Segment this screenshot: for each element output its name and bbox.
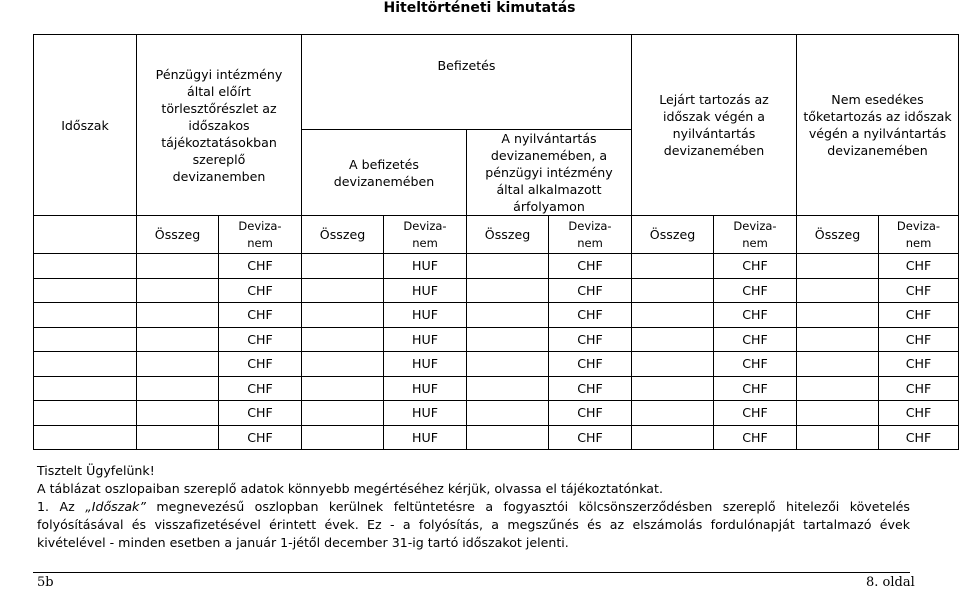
period-cell — [34, 401, 137, 426]
currency-cell: HUF — [384, 425, 467, 450]
amount-cell — [797, 401, 879, 426]
subheader-osszeg: Összeg — [467, 216, 549, 254]
currency-cell: HUF — [384, 376, 467, 401]
currency-cell: HUF — [384, 327, 467, 352]
currency-cell: CHF — [219, 327, 302, 352]
period-cell — [34, 352, 137, 377]
amount-cell — [797, 327, 879, 352]
subheader-osszeg: Összeg — [137, 216, 219, 254]
amount-cell — [137, 352, 219, 377]
currency-cell: HUF — [384, 278, 467, 303]
amount-cell — [137, 401, 219, 426]
header-befizetes-nyilv: A nyilvántartás devizanemében, a pénzügyi intézmény által alkalmazott árfolyamon — [467, 130, 632, 216]
currency-cell: CHF — [879, 303, 959, 328]
subheader-devizanem: Deviza- nem — [219, 216, 302, 254]
footer-form-code: 5b — [37, 575, 54, 590]
header-befizetes: Befizetés — [302, 35, 632, 130]
currency-cell: CHF — [714, 425, 797, 450]
amount-cell — [137, 327, 219, 352]
amount-cell — [137, 425, 219, 450]
table-row — [34, 327, 959, 352]
currency-cell: HUF — [384, 303, 467, 328]
amount-cell — [632, 327, 714, 352]
header-lejart: Lejárt tartozás az időszak végén a nyilvántartás devizanemében — [632, 35, 797, 216]
amount-cell — [797, 254, 879, 279]
currency-cell: CHF — [879, 401, 959, 426]
currency-cell: CHF — [714, 376, 797, 401]
period-cell — [34, 327, 137, 352]
table-row — [34, 376, 959, 401]
currency-cell: CHF — [549, 376, 632, 401]
table-row — [34, 303, 959, 328]
currency-cell: HUF — [384, 401, 467, 426]
table-row — [34, 278, 959, 303]
amount-cell — [302, 425, 384, 450]
amount-cell — [302, 401, 384, 426]
empty-cell — [34, 216, 137, 254]
currency-cell: CHF — [549, 254, 632, 279]
header-torleszto: Pénzügyi intézmény által előírt törlesztőrészlet az időszakos tájékoztatásokban szereplő devizanemben — [137, 35, 302, 216]
subheader-osszeg: Összeg — [797, 216, 879, 254]
amount-cell — [467, 425, 549, 450]
credit-history-table — [33, 34, 959, 450]
currency-cell: CHF — [879, 278, 959, 303]
table-row — [34, 401, 959, 426]
greeting: Tisztelt Ügyfelünk! — [37, 463, 155, 478]
amount-cell — [632, 425, 714, 450]
page-title: Hiteltörténeti kimutatás — [383, 0, 576, 16]
currency-cell: CHF — [219, 425, 302, 450]
currency-cell: CHF — [879, 376, 959, 401]
amount-cell — [302, 303, 384, 328]
currency-cell: CHF — [714, 327, 797, 352]
amount-cell — [137, 278, 219, 303]
currency-cell: CHF — [879, 327, 959, 352]
footer-divider — [33, 572, 910, 573]
header-nem-esedekes: Nem esedékes tőketartozás az időszak végén a nyilvántartás devizanemében — [797, 35, 959, 216]
amount-cell — [467, 327, 549, 352]
amount-cell — [632, 254, 714, 279]
amount-cell — [137, 376, 219, 401]
amount-cell — [467, 352, 549, 377]
amount-cell — [467, 401, 549, 426]
amount-cell — [467, 303, 549, 328]
currency-cell: CHF — [219, 376, 302, 401]
subheader-osszeg: Összeg — [632, 216, 714, 254]
intro-text: A táblázat oszlopaiban szereplő adatok könnyebb megértéséhez kérjük, olvassa el tájékoztatónkat. — [37, 481, 663, 496]
amount-cell — [302, 327, 384, 352]
currency-cell: CHF — [879, 352, 959, 377]
currency-cell: HUF — [384, 352, 467, 377]
amount-cell — [797, 425, 879, 450]
notes-section — [37, 462, 910, 552]
note-item-1: 1. Az „Időszak” megnevezésű oszlopban kerülnek feltüntetésre a fogyasztói kölcsönszerződésben szereplő hitelezői követelés folyósításával és visszafizetésével érintett évek. Ez - a folyósítás, a megszűnés és az elszámolás fordulónapját tartalmazó évek kivételével - minden esetben a január 1-jétől december 31-ig tartó időszakot jelenti. — [37, 499, 910, 550]
currency-cell: CHF — [219, 254, 302, 279]
amount-cell — [632, 352, 714, 377]
currency-cell: CHF — [549, 401, 632, 426]
subheader-row — [34, 216, 959, 254]
subheader-devizanem: Deviza- nem — [384, 216, 467, 254]
currency-cell: CHF — [219, 278, 302, 303]
currency-cell: CHF — [549, 327, 632, 352]
amount-cell — [302, 254, 384, 279]
amount-cell — [632, 303, 714, 328]
amount-cell — [632, 376, 714, 401]
currency-cell: CHF — [879, 425, 959, 450]
currency-cell: CHF — [219, 303, 302, 328]
currency-cell: CHF — [714, 254, 797, 279]
amount-cell — [797, 303, 879, 328]
amount-cell — [467, 278, 549, 303]
period-cell — [34, 303, 137, 328]
header-befizetes-deviza: A befizetés devizanemében — [302, 130, 467, 216]
currency-cell: CHF — [219, 401, 302, 426]
amount-cell — [632, 278, 714, 303]
period-cell — [34, 254, 137, 279]
currency-cell: CHF — [714, 303, 797, 328]
currency-cell: CHF — [879, 254, 959, 279]
table-row — [34, 254, 959, 279]
currency-cell: CHF — [714, 352, 797, 377]
amount-cell — [137, 254, 219, 279]
amount-cell — [302, 278, 384, 303]
table-row — [34, 352, 959, 377]
amount-cell — [467, 376, 549, 401]
amount-cell — [797, 352, 879, 377]
currency-cell: CHF — [219, 352, 302, 377]
period-cell — [34, 376, 137, 401]
subheader-devizanem: Deviza- nem — [549, 216, 632, 254]
amount-cell — [797, 278, 879, 303]
currency-cell: CHF — [714, 278, 797, 303]
subheader-devizanem: Deviza- nem — [879, 216, 959, 254]
amount-cell — [302, 376, 384, 401]
period-cell — [34, 425, 137, 450]
currency-cell: CHF — [549, 303, 632, 328]
page-number: 8. oldal — [866, 575, 915, 590]
amount-cell — [797, 376, 879, 401]
amount-cell — [302, 352, 384, 377]
period-cell — [34, 278, 137, 303]
table-row — [34, 425, 959, 450]
subheader-osszeg: Összeg — [302, 216, 384, 254]
currency-cell: HUF — [384, 254, 467, 279]
header-idoszak: Időszak — [34, 35, 137, 216]
currency-cell: CHF — [549, 278, 632, 303]
amount-cell — [467, 254, 549, 279]
currency-cell: CHF — [549, 352, 632, 377]
amount-cell — [137, 303, 219, 328]
subheader-devizanem: Deviza- nem — [714, 216, 797, 254]
amount-cell — [632, 401, 714, 426]
currency-cell: CHF — [549, 425, 632, 450]
currency-cell: CHF — [714, 401, 797, 426]
